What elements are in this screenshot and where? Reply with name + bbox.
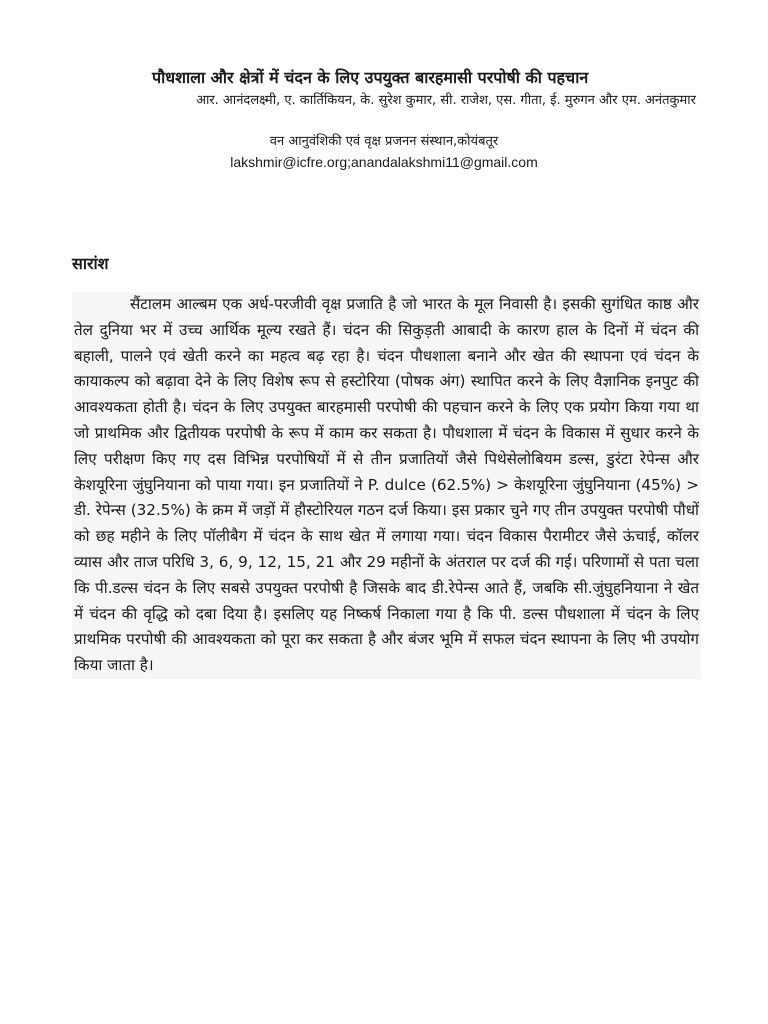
paper-header [60,66,708,110]
contact-email: lakshmir@icfre.org;anandalakshmi11@gmail.com [230,154,538,170]
affiliation-block [0,132,768,172]
abstract-text: सैंटालम आल्बम एक अर्ध-परजीवी वृक्ष प्रजाति है जो भारत के मूल निवासी है। इसकी सुगंधित काष्ठ और तेल दुनिया भर में उच्च आर्थिक मूल्य रखते हैं। चंदन की सिकुड़ती आबादी के कारण हाल के दिनों में चंदन की बहाली, पालने एवं खेती करने का महत्व बढ़ रहा है। चंदन पौधशाला बनाने और खेत की स्थापना एवं चंदन के कायाकल्प को बढ़ावा देने के लिए विशेष रूप से हस्टोरिया (पोषक अंग) स्थापित करने के लिए वैज्ञानिक इनपुट की आवश्यकता होती है। चंदन के लिए उपयुक्त बारहमासी परपोषी की पहचान करने के लिए एक प्रयोग किया गया था जो प्राथमिक और द्वितीयक परपोषी के रूप में काम कर सकता है। पौधशाला में चंदन के विकास में सुधार करने के लिए परीक्षण किए गए दस विभिन्न परपोषियों में से तीन प्रजातियों जैसे पिथेसेलोबियम डल्स, डुरंटा रेपेन्स और केशयूरिना जुंघुनियाना को पाया गया। इन प्रजातियों ने P. dulce (62.5%) > केशयूरिना जुंघुनियाना (45%) > डी. रेपेन्स (32.5%) के क्रम में जड़ों में हौस्टोरियल गठन दर्ज किया। इस प्रकार चुने गए तीन उपयुक्त परपोषी पौधों को छह महीने के लिए पॉलीबैग में चंदन के साथ खेत में लगाया गया। चंदन विकास पैरामीटर जैसे ऊंचाई, कॉलर व्यास और ताज परिधि 3, 6, 9, 12, 15, 21 और 29 महीनों के अंतराल पर दर्ज की गई। परिणामों से पता चला कि पी.डल्स चंदन के लिए सबसे उपयुक्त परपोषी है जिसके बाद डी.रेपेन्स आते हैं, जबकि सी.जुंघुहनियाना ने खेत में चंदन की वृद्धि को दबा दिया है। इसलिए यह निष्कर्ष निकाला गया है कि पी. डल्स पौधशाला में चंदन के लिए प्राथमिक परपोषी की आवश्यकता को पूरा कर सकता है और बंजर भूमि में सफल चंदन स्थापना के लिए भी उपयोग किया जाता है। [72,292,701,679]
paper-authors: आर. आनंदलक्ष्मी, ए. कार्तिकियन, के. सुरेश कुमार, सी. राजेश, एस. गीता, ई. मुरुगन और एम. अनंतकुमार [196,93,696,108]
paper-title: पौधशाला और क्षेत्रों में चंदन के लिए उपयुक्त बारहमासी परपोषी की पहचान [152,68,589,87]
abstract-heading: सारांश [72,254,109,273]
institution-name: वन आनुवंशिकी एवं वृक्ष प्रजनन संस्थान,कोयंबतूर [269,134,499,149]
